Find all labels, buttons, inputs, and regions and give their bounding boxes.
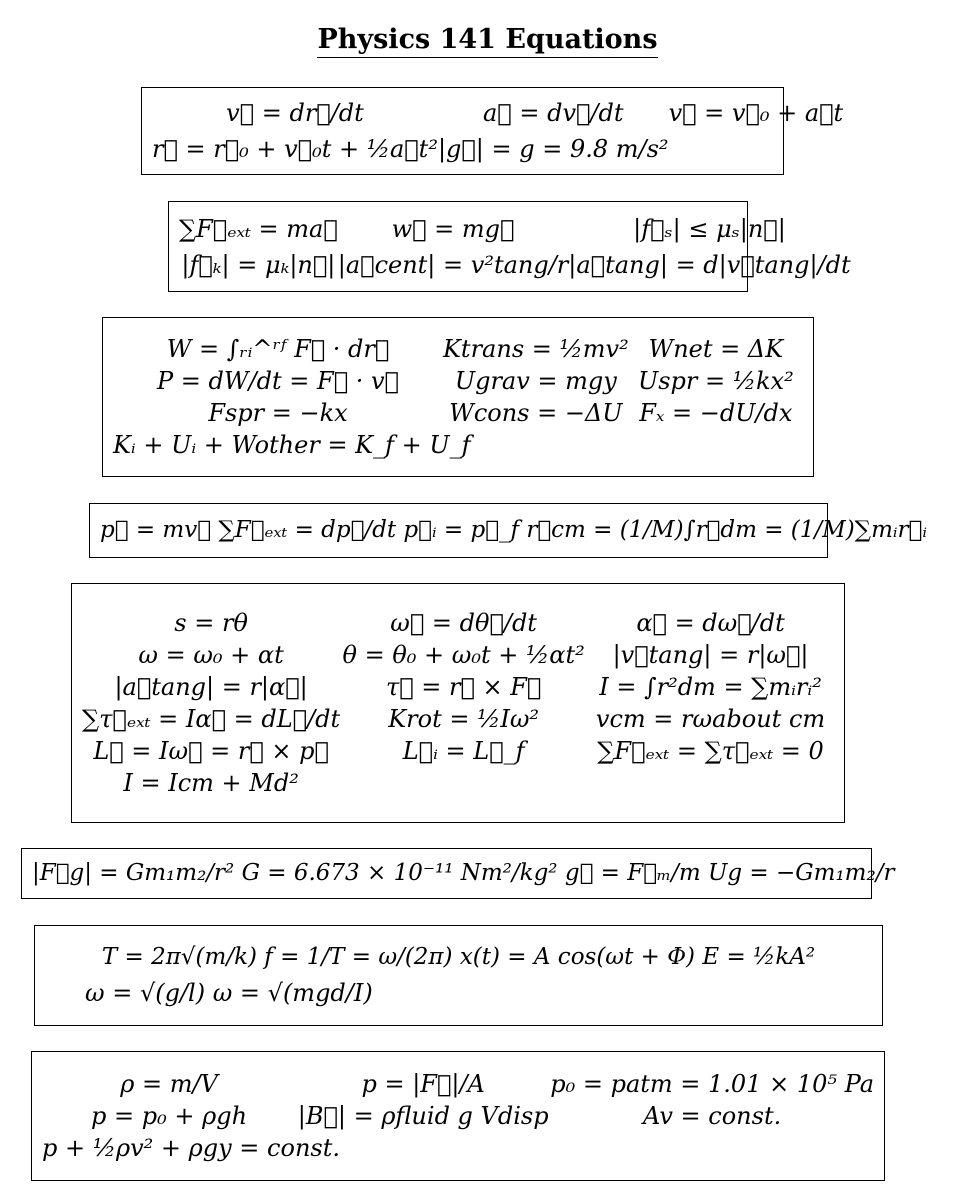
forces-box [168,201,851,292]
equation-rotational-ke: Krot = ½Iω² [388,705,540,733]
equation-work-energy: Wnet = ΔK [648,335,784,363]
equation-static-friction: |f⃗ₛ| ≤ μₛ|n⃗| [633,214,786,243]
equation-angular-velocity: ω⃗ = dθ⃗/dt [390,609,537,637]
equation-newton-second: ∑F⃗ₑₓₜ = ma⃗ [179,214,338,243]
equation-work: W = ∫ᵣᵢ^ʳᶠ F⃗ · dr⃗ [166,335,390,363]
equation-spring-pe: Uspr = ½kx² [637,367,794,395]
kinematics-box [141,87,844,175]
equation-velocity: v⃗ = dr⃗/dt [226,99,364,127]
equation-omega-time: ω = ω₀ + αt [138,641,284,669]
momentum-box [89,503,927,558]
equation-force-potential: Fₓ = −dU/dx [639,399,793,427]
equation-power: P = dW/dt = F⃗ · v⃗ [157,367,399,395]
equation-pressure: p = |F⃗|/A [361,1070,485,1098]
equation-spring-force: Fspr = −kx [208,399,348,427]
equation-tangential-velocity: |v⃗tang| = r|ω⃗| [612,641,809,669]
equation-equilibrium: ∑F⃗ₑₓₜ = ∑τ⃗ₑₓₜ = 0 [597,737,824,765]
equation-angular-momentum: L⃗ = Iω⃗ = r⃗ × p⃗ [93,737,329,765]
equation-gravitation-line: |F⃗g| = Gm₁m₂/r² G = 6.673 × 10⁻¹¹ Nm²/kg² g⃗ = F⃗ₘ/m Ug = −Gm₁m₂/r [32,860,895,887]
equation-gravitational-pe: Ugrav = mgy [454,367,617,395]
equation-bernoulli: p + ½ρv² + ρgy = const. [42,1134,340,1162]
equation-conservative-work: Wcons = −ΔU [449,399,623,427]
equation-theta-time: θ = θ₀ + ω₀t + ½αt² [342,641,585,669]
equation-acceleration: a⃗ = dv⃗/dt [483,99,624,127]
page-title: Physics 141 Equations [0,24,975,55]
equation-continuity: Av = const. [643,1102,782,1130]
equation-centripetal: |a⃗cent| = v²tang/r [337,250,569,279]
equation-arc-length: s = rθ [174,609,248,637]
equation-angular-momentum-conservation: L⃗ᵢ = L⃗_f [402,737,525,765]
equation-kinetic-energy: Ktrans = ½mv² [443,335,629,363]
equation-position-time: r⃗ = r⃗₀ + v⃗₀t + ½a⃗t² [152,135,438,163]
equation-angular-acceleration: α⃗ = dω⃗/dt [636,609,785,637]
equation-atmospheric-pressure: p₀ = patm = 1.01 × 10⁵ Pa [550,1070,874,1098]
equation-tangential-acceleration: |a⃗tang| = r|α⃗| [114,673,308,701]
equation-rolling: vcm = rωabout cm [595,705,826,733]
rotation-box [71,583,845,823]
equation-net-torque: ∑τ⃗ₑₓₜ = Iα⃗ = dL⃗/dt [82,705,341,733]
equation-oscillation-line: T = 2π√(m/k) f = 1/T = ω/(2π) x(t) = A cos(ωt + Φ) E = ½kA² [101,944,816,971]
equation-velocity-time: v⃗ = v⃗₀ + a⃗t [668,99,844,127]
oscillations-box [34,925,883,1026]
equation-parallel-axis: I = Icm + Md² [123,769,299,797]
equation-hydrostatic: p = p₀ + ρgh [91,1102,248,1130]
equation-kinetic-friction: |f⃗ₖ| = μₖ|n⃗| [181,250,336,279]
equation-density: ρ = m/V [120,1070,218,1098]
equation-tangential: |a⃗tang| = d|v⃗tang|/dt [568,250,851,279]
equation-moment-of-inertia: I = ∫r²dm = ∑mᵢrᵢ² [599,673,822,701]
equation-momentum-line: p⃗ = mv⃗ ∑F⃗ₑₓₜ = dp⃗/dt p⃗ᵢ = p⃗_f r⃗cm = (1/M)∫r⃗dm = (1/M)∑mᵢr⃗ᵢ [100,517,927,544]
equation-pendulum-line: ω = √(g/l) ω = √(mgd/I) [85,978,373,1007]
fluids-box [31,1051,885,1181]
energy-box [102,317,814,477]
equation-buoyancy: |B⃗| = ρfluid g Vdisp [297,1102,549,1130]
equation-torque: τ⃗ = r⃗ × F⃗ [385,673,542,701]
gravitation-box [21,848,895,899]
equation-energy-conservation: Kᵢ + Uᵢ + Wother = K_f + U_f [113,431,471,459]
equation-gravity: |g⃗| = g = 9.8 m/s² [437,135,669,163]
equation-weight: w⃗ = mg⃗ [391,214,515,243]
